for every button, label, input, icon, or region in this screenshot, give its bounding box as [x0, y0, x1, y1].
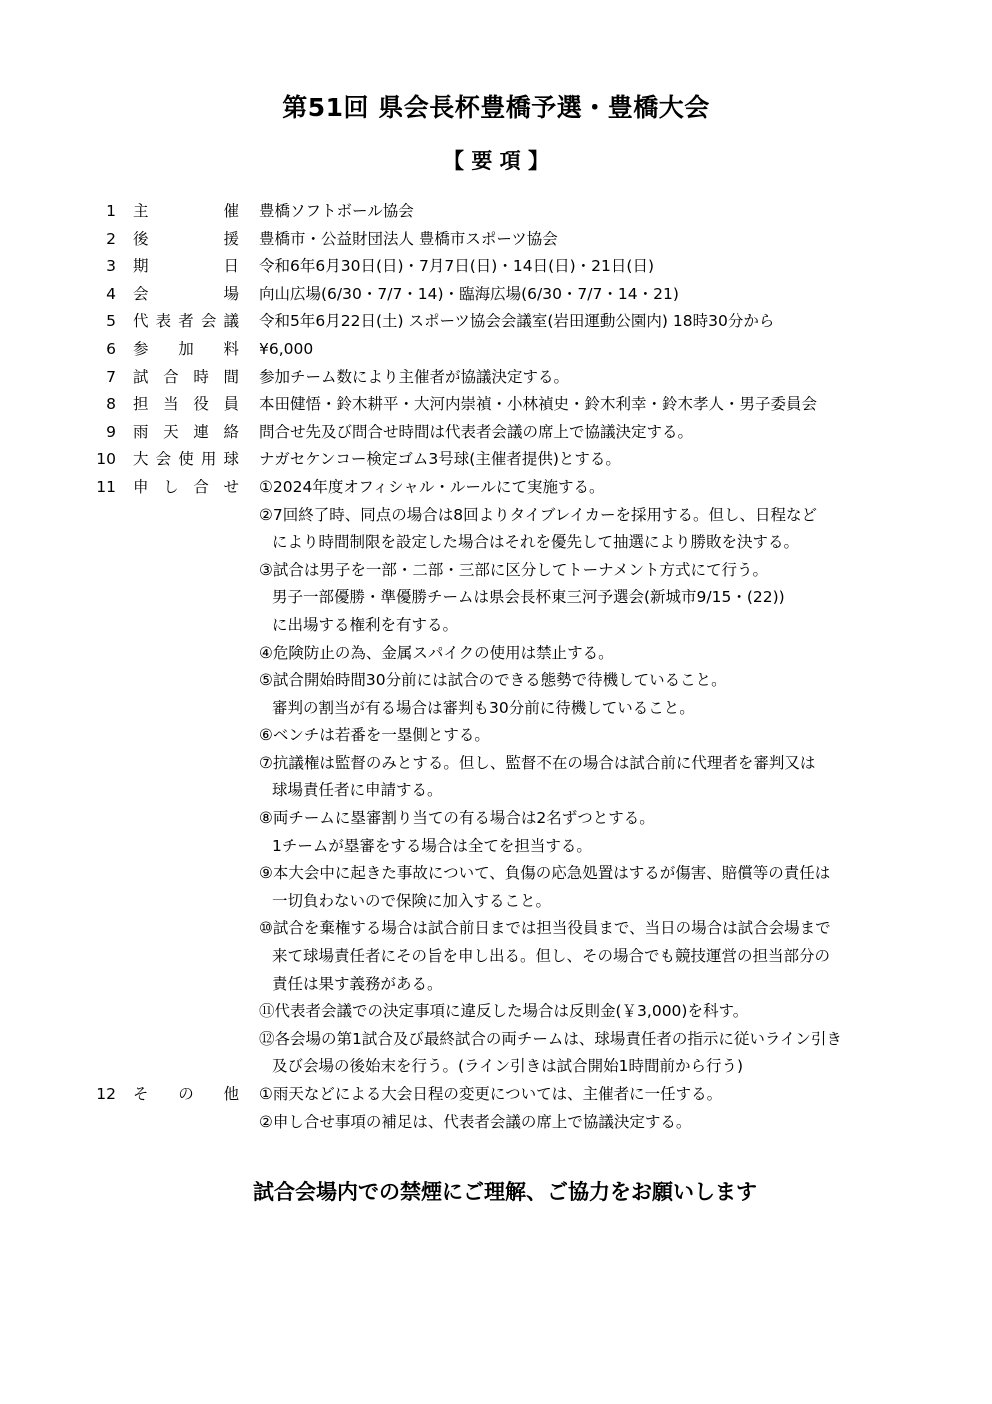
item-content: ナガセケンコー検定ゴム3号球(主催者提供)とする。: [259, 450, 621, 469]
continuation-line: ⑦抗議権は監督のみとする。但し、監督不在の場合は試合前に代理者を審判又は: [259, 753, 816, 772]
item-content: 参加チーム数により主催者が協議決定する。: [259, 367, 570, 386]
item-row-6: [0, 336, 992, 364]
item-label: 主 催: [133, 202, 239, 220]
continuation-line: 男子一部優勝・準優勝チームは県会長杯東三河予選会(新城市9/15・(22)): [272, 588, 785, 607]
item-row-12: [0, 1081, 992, 1109]
item-content: ①2024年度オフィシャル・ルールにて実施する。: [259, 477, 605, 496]
item-label: 後 援: [133, 229, 239, 248]
item-content: 令和5年6月22日(土) スポーツ協会会議室(岩田運動公園内) 18時30分から: [259, 312, 775, 331]
item-row-2: [0, 226, 992, 254]
item-number: 8: [106, 395, 116, 414]
continuation-line: ④危険防止の為、金属スパイクの使用は禁止する。: [259, 643, 614, 662]
requirements-list: [0, 198, 992, 1136]
item-row-11: [0, 474, 992, 502]
continuation-line: ⑨本大会中に起きた事故について、負傷の応急処置はするが傷害、賠償等の責任は: [259, 864, 831, 883]
item-label: 試 合 時 間: [133, 367, 239, 386]
item-label: 代 表 者 会 議: [133, 312, 239, 331]
item-row-8: [0, 391, 992, 419]
item-label: 参 加 料: [133, 339, 239, 358]
item-row-5: [0, 308, 992, 336]
item-row-9: [0, 419, 992, 447]
continuation-line: 一切負わないので保険に加入すること。: [272, 891, 552, 910]
continuation-line: ③試合は男子を一部・二部・三部に区分してトーナメント方式にて行う。: [259, 560, 768, 579]
continuation-line: ⑧両チームに塁審割り当ての有る場合は2名ずつとする。: [259, 809, 655, 828]
item-number: 2: [106, 229, 116, 248]
continuation-line: 1チームが塁審をする場合は全てを担当する。: [272, 836, 592, 855]
continuation-line: ⑪代表者会議での決定事項に違反した場合は反則金(￥3,000)を科す。: [259, 1002, 749, 1021]
continuation-line: 来て球場責任者にその旨を申し出る。但し、その場合でも競技運営の担当部分の: [272, 947, 831, 966]
item-number: 6: [106, 339, 116, 358]
item-content: 本田健悟・鈴木耕平・大河内崇禎・小林禎史・鈴木利幸・鈴木孝人・男子委員会: [259, 395, 818, 414]
continuation-line: ⑤試合開始時間30分前には試合のできる態勢で待機していること。: [259, 671, 727, 690]
continuation-line: ⑫各会場の第1試合及び最終試合の両チームは、球場責任者の指示に従いライン引き: [259, 1029, 842, 1048]
item-number: 7: [106, 367, 116, 386]
item-number: 3: [106, 257, 116, 276]
item-row-7: [0, 364, 992, 392]
item-label: 会 場: [133, 284, 239, 303]
no-smoking-notice: 試合会場内での禁煙にご理解、ご協力をお願いします: [253, 1180, 757, 1204]
continuation-line: ②7回終了時、同点の場合は8回よりタイブレイカーを採用する。但し、日程など: [259, 505, 817, 524]
item-content: 令和6年6月30日(日)・7月7日(日)・14日(日)・21日(日): [259, 257, 654, 276]
continuation-line: 球場責任者に申請する。: [272, 781, 443, 800]
item-row-4: [0, 281, 992, 309]
item-content: 豊橋ソフトボール協会: [259, 202, 414, 220]
item-row-1: [0, 198, 992, 226]
continuation-line: 責任は果す義務がある。: [272, 974, 443, 993]
item-label: 雨 天 連 絡: [133, 422, 239, 441]
item-row-10: [0, 446, 992, 474]
item-number: 11: [96, 477, 116, 496]
item-number: 9: [106, 422, 116, 441]
item-content: ①雨天などによる大会日程の変更については、主催者に一任する。: [259, 1085, 723, 1103]
item-label: 大 会 使 用 球: [133, 450, 239, 469]
continuation-line: に出場する権利を有する。: [272, 615, 459, 634]
item-number: 1: [106, 202, 116, 220]
item-content: 向山広場(6/30・7/7・14)・臨海広場(6/30・7/7・14・21): [259, 284, 679, 303]
item-content: 豊橋市・公益財団法人 豊橋市スポーツ協会: [259, 229, 558, 248]
continuation-line: ②申し合せ事項の補足は、代表者会議の席上で協議決定する。: [259, 1112, 692, 1131]
document-subtitle: 【 要 項 】: [443, 149, 549, 173]
item-number: 4: [106, 284, 116, 303]
continuation-line: により時間制限を設定した場合はそれを優先して抽選により勝敗を決する。: [272, 533, 800, 552]
item-label: 申 し 合 せ: [133, 477, 239, 496]
item-row-3: [0, 253, 992, 281]
item-number: 10: [96, 450, 116, 469]
item-content: 問合せ先及び問合せ時間は代表者会議の席上で協議決定する。: [259, 422, 694, 441]
item-number: 12: [96, 1085, 116, 1103]
continuation-line: ⑩試合を棄権する場合は試合前日までは担当役員まで、当日の場合は試合会場まで: [259, 919, 831, 938]
item-content: ¥6,000: [259, 339, 314, 358]
continuation-line: 及び会場の後始末を行う。(ライン引きは試合開始1時間前から行う): [272, 1057, 743, 1076]
item-label: 期 日: [133, 257, 239, 276]
item-label: 担 当 役 員: [133, 395, 239, 414]
continuation-line: 審判の割当が有る場合は審判も30分前に待機していること。: [272, 698, 695, 717]
continuation-line: ⑥ベンチは若番を一塁側とする。: [259, 726, 490, 745]
item-number: 5: [106, 312, 116, 331]
document-title: 第51回 県会長杯豊橋予選・豊橋大会: [282, 93, 710, 122]
item-label: そ の 他: [133, 1085, 239, 1103]
